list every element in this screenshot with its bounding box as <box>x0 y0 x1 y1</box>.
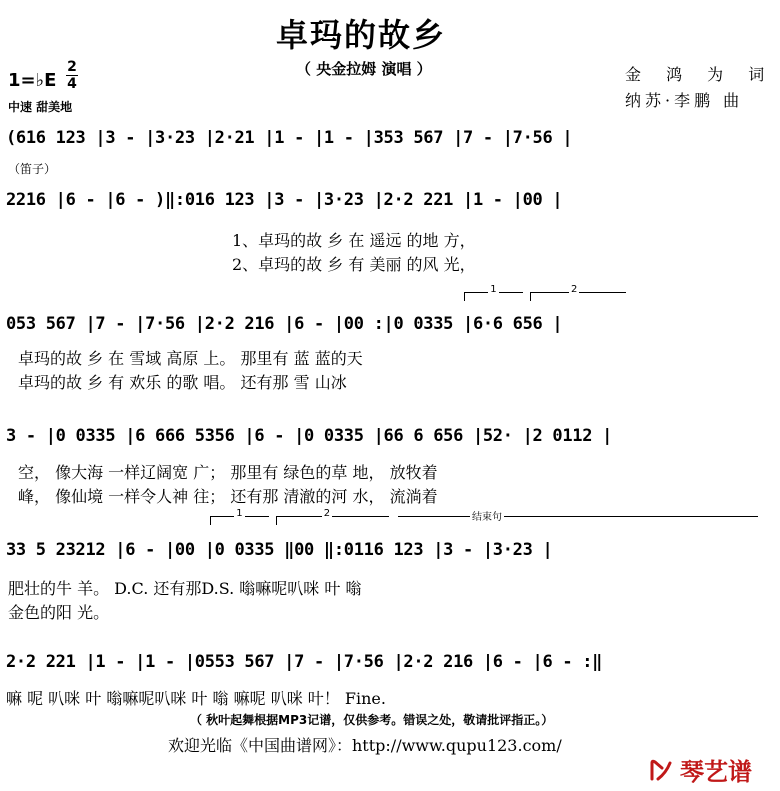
notation-row-1: (616 123 |3 - |3·23 |2·21 |1 - |1 - |353 567 |7 - |7·56 | <box>6 128 573 148</box>
transcriber-note: （ 秋叶起舞根据MP3记谱，仅供参考。错误之处，敬请批评指正。） <box>190 713 554 727</box>
time-signature <box>66 60 78 91</box>
website-banner: 欢迎光临《中国曲谱网》：http://www.qupu123.com/ <box>168 736 562 755</box>
lyric-row-4-line-1: 空， 像大海 一样辽阔宽 广； 那里有 绿色的草 地， 放牧着 <box>18 463 438 482</box>
ending-bracket: 结束句 <box>398 516 758 525</box>
lyric-row-3-line-2: 卓玛的故 乡 有 欢乐 的歌 唱。 还有那 雪 山冰 <box>18 373 347 392</box>
volta-bracket-first-b: 1 <box>210 516 269 525</box>
lyric-row-2-line-1: 1、卓玛的故 乡 在 遥远 的地 方， <box>232 231 476 250</box>
notation-row-4: 3 - |0 0335 |6 666 5356 |6 - |0 0335 |66 6 656 |52· |2 0112 | <box>6 426 613 446</box>
time-signature-top: 2 <box>67 59 77 75</box>
volta-bracket-second: 2 <box>530 292 626 301</box>
lyricist-credit: 金 鸿 为 词 <box>625 65 775 84</box>
lyric-row-3-line-1: 卓玛的故 乡 在 雪域 高原 上。 那里有 蓝 蓝的天 <box>18 349 363 368</box>
time-signature-bottom: 4 <box>67 76 77 92</box>
notation-row-6: 2·2 221 |1 - |1 - |0553 567 |7 - |7·56 |2·2 216 |6 - |6 - :‖ <box>6 652 603 672</box>
composer-credit: 纳苏·李鹏 曲 <box>625 91 744 110</box>
song-title: 卓玛的故乡 <box>276 16 447 54</box>
performer-subtitle: （ 央金拉姆 演唱 ） <box>296 60 432 78</box>
key-signature: 1=♭E <box>8 70 57 91</box>
lyric-row-5-line-1: 肥壮的牛 羊。 D.C. 还有那D.S. 嗡嘛呢叭咪 叶 嗡 <box>8 579 362 598</box>
logo-mark-icon <box>648 757 674 783</box>
lyric-row-5-line-2: 金色的阳 光。 <box>8 603 110 622</box>
notation-row-2: 2216 |6 - |6 - )‖:016 123 |3 - |3·23 |2·2 221 |1 - |00 | <box>6 190 563 210</box>
notation-row-3: 053 567 |7 - |7·56 |2·2 216 |6 - |00 :|0 0335 |6·6 656 | <box>6 314 563 334</box>
lyric-row-1-line-1: （笛子） <box>8 162 57 176</box>
lyric-row-6-line-1: 嘛 呢 叭咪 叶 嗡嘛呢叭咪 叶 嗡 嘛呢 叭咪 叶！ Fine. <box>6 689 386 708</box>
qinyipu-logo <box>648 752 752 787</box>
lyric-row-4-line-2: 峰， 像仙境 一样令人神 往； 还有那 清澈的河 水， 流淌着 <box>18 487 438 506</box>
volta-bracket-second-b: 2 <box>276 516 389 525</box>
lyric-row-2-line-2: 2、卓玛的故 乡 有 美丽 的风 光， <box>232 255 476 274</box>
volta-bracket-first: 1 <box>464 292 523 301</box>
notation-row-5: 33 5 23212 |6 - |00 |0 0335 ‖00 ‖:0116 123 |3 - |3·23 | <box>6 540 553 560</box>
logo-text: 琴艺谱 <box>680 758 752 786</box>
tempo-marking: 中速 甜美地 <box>8 100 73 114</box>
